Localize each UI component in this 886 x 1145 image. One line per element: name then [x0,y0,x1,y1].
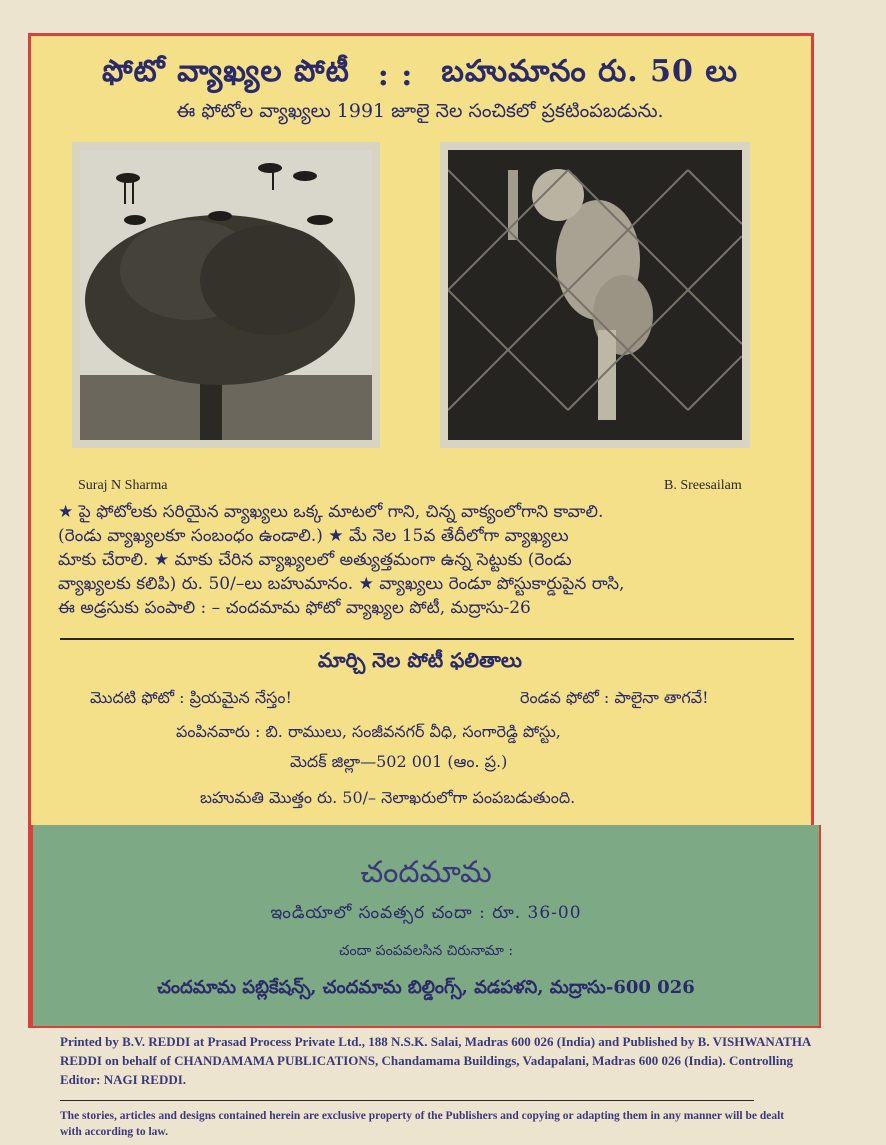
winner-sender [176,722,561,745]
photo-credit-right: B. Sreesailam [664,478,742,493]
section-divider [60,638,794,640]
sender-label: పంపినవారు : [176,722,261,741]
rules-line: ఈ అడ్రసుకు పంపాలి : – చందమామ ఫోటో వ్యాఖ్యల పోటీ, మద్రాసు-26 [58,598,531,618]
subscription-box [31,825,821,1028]
first-photo-result [90,688,292,711]
rules-line: మాకు చేరాలి. ★ మాకు చేరిన వ్యాఖ్యలలో అత్యుత్తమంగా ఉన్న సెట్టుకు (రెండు [58,550,572,570]
prize-note: బహుమతి మొత్తం రు. 50/– నెలాఖరులోగా పంపబడుతుంది. [200,788,576,807]
contest-subtitle: ఈ ఫోటోల వ్యాఖ్యలు 1991 జూలై నెల సంచికలో ప్రకటింపబడును. [176,100,664,122]
header-separator: : : [377,57,414,93]
rules-line: (రెండు వ్యాఖ్యలకూ సంబంధం ఉండాలి.) ★ మే నెల 15వ తేదీలోగా వ్యాఖ్యలు [58,526,569,546]
printer-imprint: Printed by B.V. REDDI at Prasad Process Private Ltd., 188 N.S.K. Salai, Madras 600 026 (India) and Published by B. VISHWANATHA REDDI on behalf of CHANDAMAMA PUBLICATIONS, Chandamama Buildings, Vadapalani, Madras 600 026 (India). Controlling Editor: NAGI REDDI. [60,1034,811,1087]
rules-line: ★ పై ఫోటోలకు సరియైన వ్యాఖ్యలు ఒక్క మాటలో గాని, చిన్న వాక్యంలోగాని కావాలి. [58,502,604,522]
photo-monkey-fence [440,142,750,448]
contest-title: ఫోటో వ్యాఖ్యల పోటీ [101,54,350,89]
footer-divider [60,1100,754,1101]
photo-credit-left: Suraj N Sharma [78,478,168,493]
subscription-address: చందమామ పబ్లికేషన్స్, చందమామ బిల్డింగ్స్, వడపళని, మద్రాసు-600 026 [157,977,695,998]
photo-storks-tree [72,142,380,448]
second-photo-label: రెండవ ఫోటో : [520,688,610,707]
prize-title: బహుమానం రు. 50 లు [441,54,739,89]
first-photo-label: మొదటి ఫోటో : [90,688,185,707]
results-title: మార్చి నెల పోటీ ఫలితాలు [318,648,522,672]
subscription-title: చందమామ [360,855,492,890]
second-photo-result [520,688,709,711]
contest-header [40,50,800,100]
second-photo-caption: పాలైనా తాగవే! [614,688,709,707]
first-photo-caption: ప్రియమైన నేస్తం! [189,688,292,707]
contest-rules [58,500,788,620]
rules-line: వ్యాఖ్యలకు కలిపి) రు. 50/–లు బహుమానం. ★ వ్యాఖ్యలు రెండూ పోస్టుకార్డుపైన రాసి, [58,574,625,594]
subscription-annual: ఇండియాలో సంవత్సర చందా : రూ. 36-00 [270,903,582,923]
subscription-address-label: చందా పంపవలసిన చిరునామా : [338,943,514,959]
copyright-disclaimer: The stories, articles and designs contained herein are exclusive property of the Publishers and copying or adapting them in any manner will be dealt with according to law. [60,1110,785,1138]
sender-district: మెదక్ జిల్లా—502 001 (ఆం. ప్ర.) [290,752,508,771]
sender-address: బి. రాములు, సంజీవనగర్ వీధి, సంగారెడ్డి పోస్టు, [265,722,561,741]
